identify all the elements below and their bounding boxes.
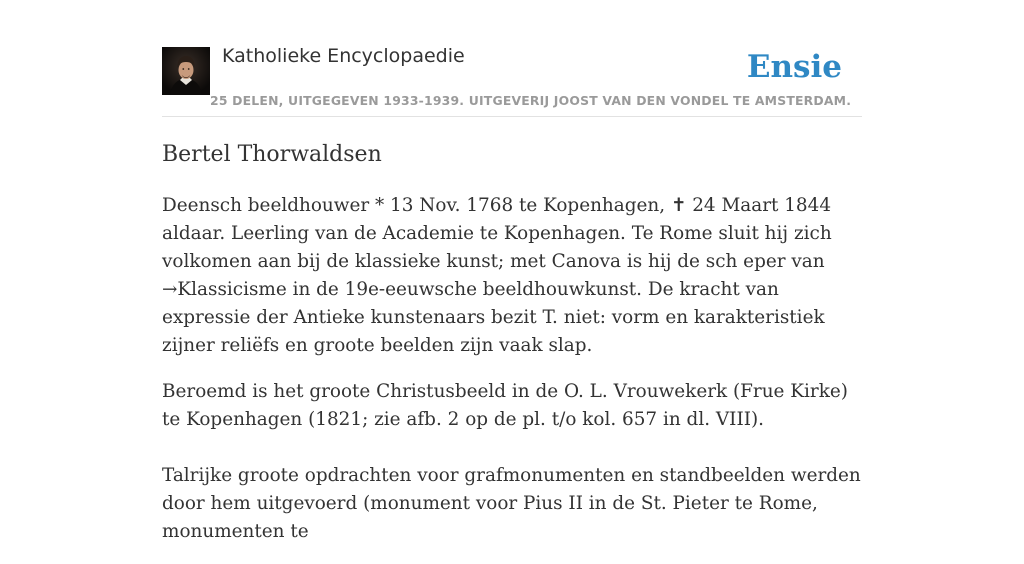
paragraph-text: in de 19e-eeuwsche beeldhouwkunst. De kracht van expressie der Antieke kunstenaars bezit T. niet: vorm en karakteristiek zijner reliëfs en groote beelden zijn vaak slap. [162,279,825,356]
link-text: Klassicisme [177,279,287,300]
source-subtitle: 25 DELEN, UITGEGEVEN 1933-1939. UITGEVERIJ JOOST VAN DEN VONDEL TE AMSTERDAM. [210,93,852,108]
article-paragraph-3: Talrijke groote opdrachten voor grafmonumenten en standbeelden werden door hem uitgevoerd (monument voor Pius II in de St. Pieter te Rome, monumenten te [162,465,861,542]
site-header [162,40,862,117]
arrow-icon: → [162,279,178,300]
article-title: Bertel Thorwaldsen [162,142,382,167]
ensie-logo[interactable]: Ensie [746,49,842,85]
klassicisme-link[interactable] [162,279,287,300]
source-title[interactable]: Katholieke Encyclopaedie [222,45,465,67]
article-paragraph-1 [162,192,872,360]
paragraph-text: Deensch beeldhouwer * 13 Nov. 1768 te Kopenhagen, ✝ 24 Maart 1844 aldaar. Leerling van de Academie te Kopenhagen. Te Rome sluit hij zich volkomen aan bij de klassieke kunst; met Canova is hij de sch eper van [162,195,832,272]
article [162,138,872,564]
portrait-avatar-icon[interactable] [162,47,210,95]
article-paragraph-2: Beroemd is het groote Christusbeeld in de O. L. Vrouwekerk (Frue Kirke) te Kopenhagen (1821; zie afb. 2 op de pl. t/o kol. 657 in dl. VIII). [162,381,848,430]
